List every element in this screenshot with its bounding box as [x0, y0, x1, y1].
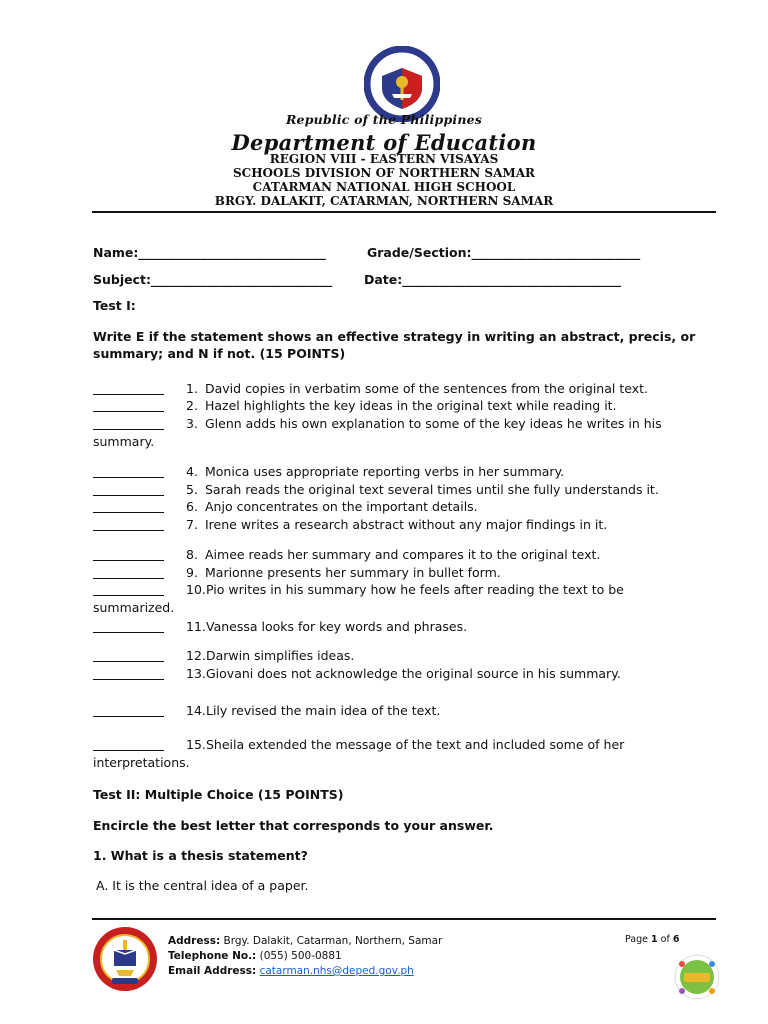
phone-label: Telephone No.: — [168, 950, 257, 962]
question-1-option-a[interactable]: A. It is the central idea of a paper. — [96, 878, 309, 893]
item-statement: Monica uses appropriate reporting verbs in her summary. — [205, 464, 565, 479]
item-statement: Darwin simplifies ideas. — [206, 648, 355, 663]
item-number: 12. — [186, 648, 206, 663]
division-heading: SCHOOLS DIVISION OF NORTHERN SAMAR — [233, 166, 535, 180]
item-statement: Lily revised the main idea of the text. — [206, 703, 441, 718]
answer-blank[interactable] — [93, 595, 164, 596]
answer-blank[interactable] — [93, 512, 164, 513]
subject-field[interactable]: Subject:_____________________________ — [93, 272, 333, 287]
item-number: 7. — [186, 517, 198, 532]
test2-title: Test II: Multiple Choice (15 POINTS) — [93, 787, 344, 802]
answer-blank[interactable] — [93, 495, 164, 496]
item-number: 8. — [186, 547, 198, 562]
item-statement: Marionne presents her summary in bullet form. — [205, 565, 501, 580]
school-logo-icon — [92, 926, 158, 992]
item-statement-continued: summarized. — [93, 600, 175, 615]
region-heading: REGION VIII - EASTERN VISAYAS — [269, 152, 499, 166]
phone-value: (055) 500-0881 — [256, 950, 342, 962]
item-number: 9. — [186, 565, 198, 580]
item-number: 5. — [186, 482, 198, 497]
item-number: 6. — [186, 499, 198, 514]
grade-section-field[interactable]: Grade/Section:___________________________ — [367, 245, 641, 260]
item-number: 3. — [186, 416, 198, 431]
item-statement: Sheila extended the message of the text and included some of her — [206, 737, 625, 752]
answer-blank[interactable] — [93, 411, 164, 412]
address-label: Address: — [168, 935, 221, 947]
page-number — [625, 934, 679, 945]
item-statement: Giovani does not acknowledge the original source in his summary. — [206, 666, 621, 681]
date-field[interactable]: Date:___________________________________ — [364, 272, 622, 287]
republic-heading: Republic of the Philippines — [285, 112, 483, 127]
header-divider — [92, 211, 716, 213]
page-total: 6 — [672, 934, 680, 945]
answer-blank[interactable] — [93, 661, 164, 662]
school-address-heading: BRGY. DALAKIT, CATARMAN, NORTHERN SAMAR — [214, 194, 554, 208]
test1-instruction: Write E if the statement shows an effective strategy in writing an abstract, precis, or summary; and N if not. (15 POINTS) — [93, 329, 696, 361]
answer-blank[interactable] — [93, 394, 164, 395]
footer-phone — [168, 950, 342, 962]
test2-instruction: Encircle the best letter that corresponds to your answer. — [93, 818, 494, 833]
item-statement: David copies in verbatim some of the sentences from the original text. — [205, 381, 648, 396]
answer-blank[interactable] — [93, 750, 164, 751]
answer-blank[interactable] — [93, 560, 164, 561]
item-number: 15. — [186, 737, 206, 752]
item-number: 14. — [186, 703, 206, 718]
department-heading: Department of Education — [231, 130, 537, 155]
item-number: 11. — [186, 619, 206, 634]
item-number: 13. — [186, 666, 206, 681]
item-statement: Anjo concentrates on the important details. — [205, 499, 478, 514]
page-of: of — [657, 934, 673, 945]
answer-blank[interactable] — [93, 632, 164, 633]
item-statement-continued: interpretations. — [93, 755, 190, 770]
footer-divider — [92, 918, 716, 920]
item-number: 2. — [186, 398, 198, 413]
item-statement: Aimee reads her summary and compares it to the original text. — [205, 547, 601, 562]
answer-blank[interactable] — [93, 477, 164, 478]
item-statement: Pio writes in his summary how he feels after reading the text to be — [206, 582, 624, 597]
question-1: 1. What is a thesis statement? — [93, 848, 308, 863]
deped-seal-icon — [364, 46, 440, 122]
page-label: Page — [625, 934, 652, 945]
item-statement: Irene writes a research abstract without any major findings in it. — [205, 517, 608, 532]
answer-blank[interactable] — [93, 578, 164, 579]
address-value: Brgy. Dalakit, Catarman, Northern, Samar — [220, 935, 443, 947]
name-field[interactable]: Name:______________________________ — [93, 245, 326, 260]
item-statement: Hazel highlights the key ideas in the original text while reading it. — [205, 398, 617, 413]
item-number: 4. — [186, 464, 198, 479]
answer-blank[interactable] — [93, 429, 164, 430]
matatag-logo-icon — [674, 954, 720, 1000]
item-number: 10. — [186, 582, 206, 597]
answer-blank[interactable] — [93, 530, 164, 531]
footer-email — [168, 965, 414, 977]
item-number: 1. — [186, 381, 198, 396]
email-label: Email Address: — [168, 965, 257, 977]
item-statement-continued: summary. — [93, 434, 155, 449]
item-statement: Glenn adds his own explanation to some of the key ideas he writes in his — [205, 416, 662, 431]
item-statement: Vanessa looks for key words and phrases. — [206, 619, 468, 634]
page-current: 1 — [651, 934, 658, 945]
answer-blank[interactable] — [93, 716, 164, 717]
footer-address — [168, 935, 442, 947]
item-statement: Sarah reads the original text several times until she fully understands it. — [205, 482, 659, 497]
test1-title: Test I: — [93, 298, 136, 313]
email-link[interactable]: catarman.nhs@deped.gov.ph — [259, 965, 414, 977]
school-heading: CATARMAN NATIONAL HIGH SCHOOL — [252, 180, 516, 194]
answer-blank[interactable] — [93, 679, 164, 680]
